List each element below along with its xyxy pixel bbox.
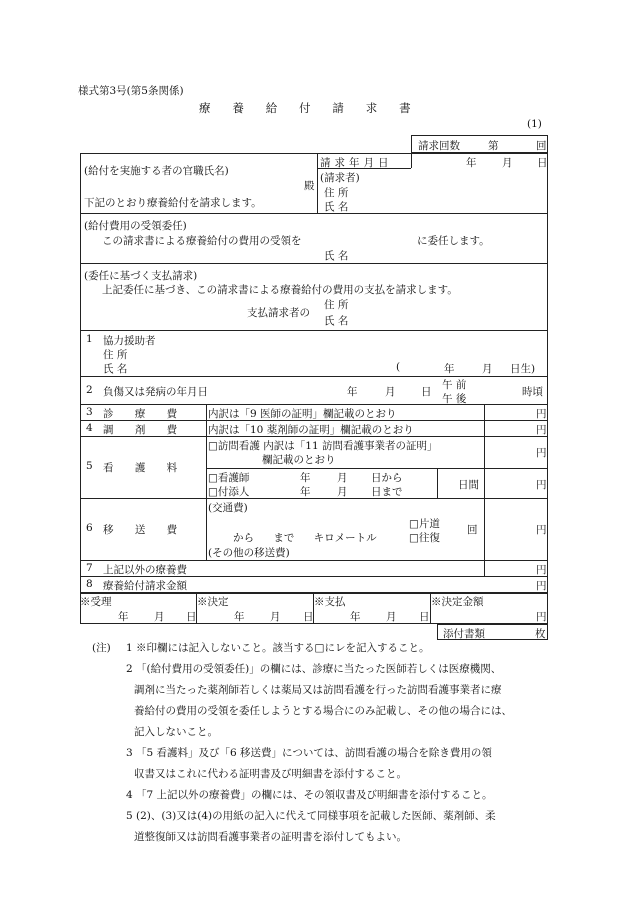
- assistant-born: 日生): [510, 363, 536, 375]
- request-count-label: 請求回数: [418, 140, 460, 152]
- injury-day: 日: [421, 386, 432, 398]
- office-received-day: 日: [186, 611, 197, 623]
- nursing-to-day: 日まで: [371, 486, 403, 498]
- note-2-line-1: 2 「(給付費用の受領委任)」の欄には、診療に当たった医師若しくは医療機関、: [126, 663, 502, 675]
- note-3-line-1: 3 「5 看護料」及び「6 移送費」については、訪問看護の場合を除き費用の領: [126, 747, 492, 759]
- exam-yen: 円: [536, 408, 547, 420]
- delegation-name-label: 氏 名: [324, 250, 349, 262]
- payer-address-label: 住 所: [324, 299, 349, 311]
- pharmacy-num: 4: [86, 422, 93, 434]
- note-2-line-4: 記入しないこと。: [134, 726, 218, 738]
- note-1: 1 ※印欄には記入しないこと。該当する□にレを記入すること。: [126, 642, 430, 654]
- other-yen: 円: [536, 564, 547, 576]
- note-5-line-1: 5 (2)、(3)又は(4)の用紙の記入に代えて同様事項を記載した医師、薬剤師、柔: [126, 810, 496, 822]
- payer-label: 支払請求者の: [247, 307, 310, 319]
- nursing-from-year: 年: [300, 472, 311, 484]
- transport-fare: (交通費): [208, 502, 248, 514]
- assistant-month: 月: [482, 363, 493, 375]
- nursing-visit-line1: □訪問看護 内訳は「11 訪問看護事業者の証明」: [208, 440, 438, 452]
- office-payment-label: ※支払: [314, 596, 346, 608]
- nursing-num: 5: [86, 460, 93, 472]
- office-payment-month: 月: [386, 611, 397, 623]
- claimant-address-label: 住 所: [324, 187, 349, 199]
- other-label: 上記以外の療養費: [103, 564, 187, 576]
- assistant-num: 1: [86, 333, 93, 345]
- transport-route: から まで キロメートル: [233, 532, 377, 544]
- request-statement: 下記のとおり療養給付を請求します。: [84, 197, 262, 209]
- office-payment-day: 日: [419, 611, 430, 623]
- nursing-to-month: 月: [337, 486, 348, 498]
- attachments-box: [437, 624, 548, 640]
- attachments-label: 添付書類: [443, 628, 485, 640]
- total-num: 8: [86, 578, 93, 590]
- injury-num: 2: [86, 384, 93, 396]
- injury-year: 年: [347, 386, 358, 398]
- note-2-line-3: 養給付の費用の受領を委任しようとする場合にのみ記載し、その他の場合には、: [134, 705, 512, 717]
- transport-oneway-checkbox[interactable]: □片道: [409, 518, 440, 530]
- payer-name-label: 氏 名: [324, 315, 349, 327]
- office-decided-amount-label: ※決定金額: [431, 596, 484, 608]
- office-received-year: 年: [118, 611, 129, 623]
- office-decided-amount-yen: 円: [536, 611, 547, 623]
- exam-detail: 内訳は「9 医師の証明」欄記載のとおり: [208, 408, 397, 420]
- transport-roundtrip-checkbox[interactable]: □往復: [409, 532, 440, 544]
- nursing-label: 看 護 料: [103, 462, 178, 474]
- form-number: 様式第3号(第5条関係): [78, 85, 184, 97]
- payment-request-label: (委任に基づく支払請求): [84, 270, 198, 282]
- page-marker: (1): [527, 118, 542, 130]
- attachments-sheets: 枚: [535, 628, 546, 640]
- delegation-text-post: に委任します。: [417, 235, 490, 247]
- request-count-prefix: 第: [488, 140, 499, 152]
- pharmacy-detail: 内訳は「10 薬剤師の証明」欄記載のとおり: [208, 424, 414, 436]
- nursing-yen: 円: [536, 479, 547, 491]
- nursing-visit-yen: 円: [536, 447, 547, 459]
- note-4: 4 「7 上記以外の療養費」の欄には、その領収書及び明細書を添付すること。: [126, 789, 493, 801]
- injury-month: 月: [385, 386, 396, 398]
- exam-label: 診 療 費: [103, 408, 178, 420]
- note-2-line-2: 調剤に当たった薬剤師若しくは薬局又は訪問看護を行った訪問看護事業者に療: [134, 684, 502, 696]
- form-title: 療養給付請求書: [199, 101, 433, 115]
- nursing-nurse-checkbox[interactable]: □看護師: [208, 472, 250, 484]
- request-date-year: 年: [466, 157, 477, 169]
- injury-am: 午 前: [442, 379, 467, 391]
- request-date-label: 請求年月日: [320, 157, 393, 169]
- transport-yen: 円: [536, 524, 547, 536]
- pharmacy-yen: 円: [536, 424, 547, 436]
- office-decision-label: ※決定: [197, 596, 229, 608]
- delegation-text-pre: この請求書による療養給付の費用の受領を: [102, 235, 302, 247]
- request-date-month: 月: [502, 157, 513, 169]
- nursing-from-month: 月: [337, 472, 348, 484]
- claimant-name-label: 氏 名: [324, 201, 349, 213]
- total-label: 療養給付請求金額: [103, 580, 187, 592]
- nursing-attendant-checkbox[interactable]: □付添人: [208, 486, 250, 498]
- transport-times: 回: [467, 524, 478, 536]
- office-received-month: 月: [154, 611, 165, 623]
- other-num: 7: [86, 562, 93, 574]
- injury-time: 時頃: [522, 386, 543, 398]
- notes-header: (注): [92, 642, 111, 654]
- nursing-days: 日間: [458, 479, 479, 491]
- exam-num: 3: [86, 406, 93, 418]
- note-5-line-2: 道整復師又は訪問看護事業者の証明書を添付してもよい。: [134, 831, 407, 843]
- nursing-visit-line2: 欄記載のとおり: [262, 454, 336, 466]
- assistant-name-label: 氏 名: [103, 363, 128, 375]
- recipient-label: (給付を実施する者の官職氏名): [84, 165, 229, 177]
- injury-label: 負傷又は発病の年月日: [103, 386, 208, 398]
- recipient-honorific: 殿: [304, 180, 315, 192]
- request-count-suffix: 回: [536, 140, 547, 152]
- assistant-year: 年: [444, 363, 455, 375]
- injury-pm: 午 後: [442, 393, 467, 405]
- transport-other: (その他の移送費): [208, 547, 290, 559]
- assistant-paren: (: [396, 361, 401, 373]
- office-payment-year: 年: [350, 611, 361, 623]
- office-decision-month: 月: [270, 611, 281, 623]
- nursing-from-day: 日から: [371, 472, 403, 484]
- office-received-label: ※受理: [80, 596, 112, 608]
- note-3-line-2: 収書又はこれに代わる証明書及び明細書を添付すること。: [134, 768, 407, 780]
- transport-num: 6: [86, 522, 93, 534]
- delegation-label: (給付費用の受領委任): [84, 220, 187, 232]
- assistant-label: 協力援助者: [103, 335, 156, 347]
- pharmacy-label: 調 剤 費: [103, 424, 178, 436]
- office-decision-day: 日: [303, 611, 314, 623]
- request-count-box: [411, 135, 548, 153]
- request-date-day: 日: [537, 157, 548, 169]
- claimant-label: (請求者): [320, 172, 360, 184]
- office-decision-year: 年: [234, 611, 245, 623]
- assistant-address-label: 住 所: [103, 349, 128, 361]
- total-yen: 円: [536, 580, 547, 592]
- nursing-to-year: 年: [300, 486, 311, 498]
- transport-label: 移 送 費: [103, 524, 178, 536]
- payment-request-text: 上記委任に基づき、この請求書による療養給付の費用の支払を請求します。: [102, 284, 458, 296]
